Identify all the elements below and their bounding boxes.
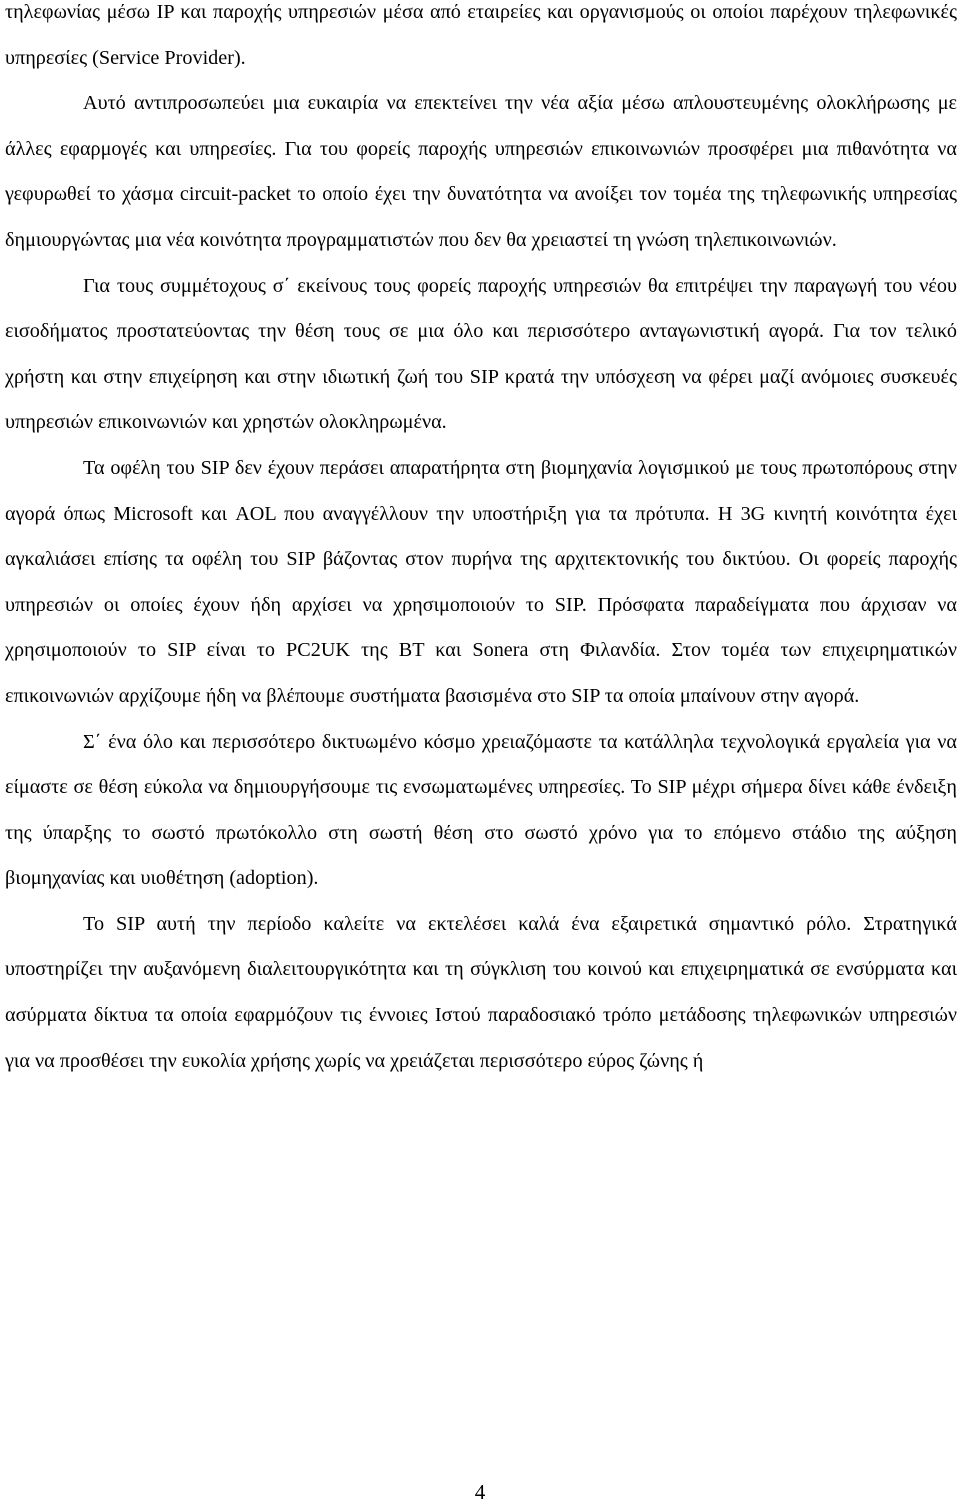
paragraph: Τα οφέλη του SIP δεν έχουν περάσει απαρατήρητα στη βιομηχανία λογισμικού με τους πρωτοπόρους στην αγορά όπως Microsoft και AOL που αναγγέλλουν την υποστήριξη για τα πρότυπα. Η 3G κινητή κοινότητα έχει αγκαλιάσει επίσης τα οφέλη του SIP βάζοντας στον πυρήνα της αρχιτεκτονικής του δικτύου. Οι φορείς παροχής υπηρεσιών οι οποίες έχουν ήδη αρχίσει να χρησιμοποιούν το SIP. Πρόσφατα παραδείγματα που άρχισαν να χρησιμοποιούν το SIP είναι το PC2UK της BT και Sonera στη Φιλανδία. Στον τομέα των επιχειρηματικών επικοινωνιών αρχίζουμε ήδη να βλέπουμε συστήματα βασισμένα στο SIP τα οποία μπαίνουν στην αγορά.: [5, 456, 957, 707]
paragraph: Σ΄ ένα όλο και περισσότερο δικτυωμένο κόσμο χρειαζόμαστε τα κατάλληλα τεχνολογικά εργαλεία για να είμαστε σε θέση εύκολα να δημιουργήσουμε τις ενσωματωμένες υπηρεσίες. Το SIP μέχρι σήμερα δίνει κάθε ένδειξη της ύπαρξης το σωστό πρωτόκολλο στη σωστή θέση στο σωστό χρόνο για το επόμενο στάδιο της αύξηση βιομηχανίας και υιοθέτηση (adoption).: [5, 730, 957, 890]
page-number: 4: [474, 1480, 486, 1504]
paragraph: Αυτό αντιπροσωπεύει μια ευκαιρία να επεκτείνει την νέα αξία μέσω απλουστευμένης ολοκλήρωσης με άλλες εφαρμογές και υπηρεσίες. Για του φορείς παροχής υπηρεσιών επικοινωνιών προσφέρει μια πιθανότητα να γεφυρωθεί το χάσμα circuit-packet το οποίο έχει την δυνατότητα να ανοίξει τον τομέα της τηλεφωνικής υπηρεσίας δημιουργώντας μια νέα κοινότητα προγραμματιστών που δεν θα χρειαστεί τη γνώση τηλεπικοινωνιών.: [5, 92, 957, 251]
paragraph-continued: τηλεφωνίας μέσω IP και παροχής υπηρεσιών μέσα από εταιρείες και οργανισμούς οι οποίοι παρέχουν τηλεφωνικές υπηρεσίες (Service Provider).: [5, 1, 957, 69]
paragraph: Για τους συμμέτοχους σ΄ εκείνους τους φορείς παροχής υπηρεσιών θα επιτρέψει την παραγωγή του νέου εισοδήματος προστατεύοντας την θέση τους σε μια όλο και περισσότερο ανταγωνιστική αγορά. Για τον τελικό χρήστη και στην επιχείρηση και στην ιδιωτική ζωή του SIP κρατά την υπόσχεση να φέρει μαζί ανόμοιες συσκευές υπηρεσιών επικοινωνιών και χρηστών ολοκληρωμένα.: [5, 274, 957, 434]
body-text: [5, 0, 957, 1084]
paragraph: Το SIP αυτή την περίοδο καλείτε να εκτελέσει καλά ένα εξαιρετικά σημαντικό ρόλο. Στρατηγικά υποστηρίζει την αυξανόμενη διαλειτουργικότητα και τη σύγκλιση του κοινού και επιχειρηματικά σε ενσύρματα και ασύρματα δίκτυα τα οποία εφαρμόζουν τις έννοιες Ιστού παραδοσιακό τρόπο μετάδοσης τηλεφωνικών υπηρεσιών για να προσθέσει την ευκολία χρήσης χωρίς να χρειάζεται περισσότερο εύρος ζώνης ή: [5, 912, 957, 1072]
